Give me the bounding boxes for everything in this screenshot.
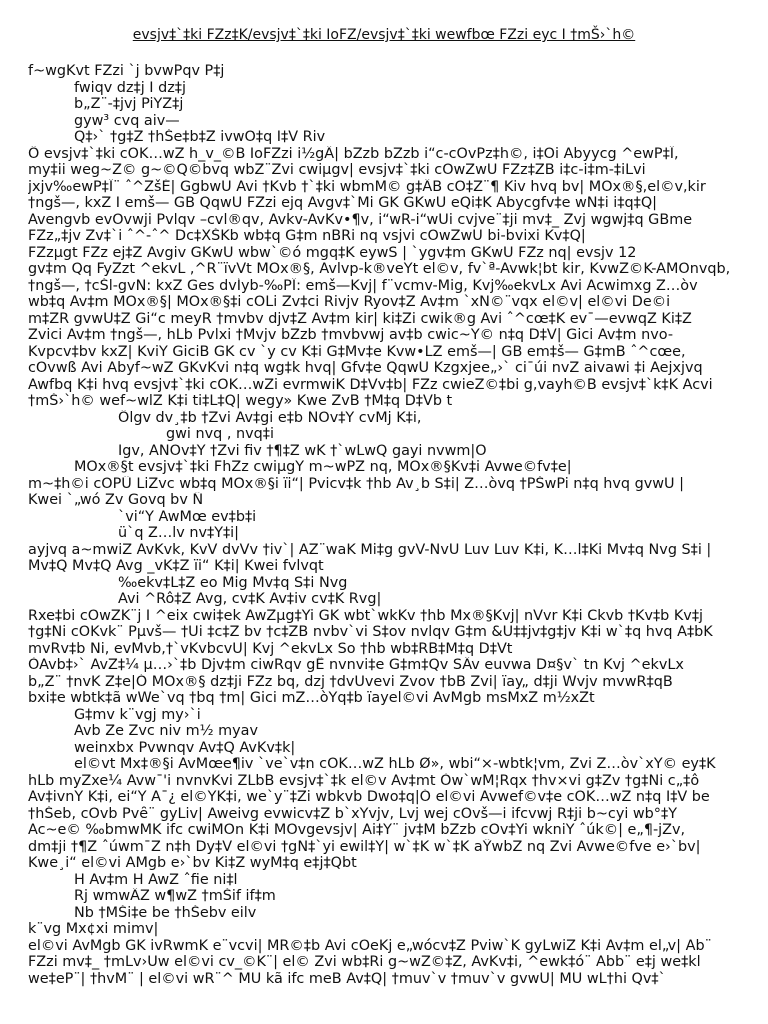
text-line: b„Z¨-‡jvj PiYZ‡j: [74, 96, 184, 112]
text-line: jxjv‰ewP‡Î¨ ˆ^ZšÉ| GgbwU Avi †Kvb †`‡ki wbmM© g‡ÂB cÖ‡Z¨¶ Kiv hvq bv| MÖx®§,el©v,kir: [28, 178, 706, 195]
text-line: Mv‡Q Mv‡Q Avg _vK‡Z ïi“ K‡i| Kwei fvlvqt: [28, 558, 324, 574]
document-title: evsjv‡`‡ki FZz‡K/evsjv‡`‡ki IoFZ/evsjv‡`‡ki wewfbœ FZzi eyc I †mŠ›`h©: [132, 27, 636, 43]
text-line: my‡ii weg~Z© g~©Q©bvq wbZ¨Zvi cwiµgv| evsjv‡`‡ki cÖwZwU FZz‡ZB i‡c-i‡m-‡iLvi: [28, 162, 646, 178]
text-line: fwiqv dz‡j I dz‡j: [74, 79, 186, 96]
text-line: gyw³ cvq aiv—: [74, 112, 180, 129]
text-line: Zvici Av‡m †ngš—, hLb Pvlxi †Mvjv bZzb †mvbvwj av‡b cwic~Y© n‡q D‡V| Gici Av‡m nvo-: [28, 327, 674, 343]
text-line: Rj wmwÂZ w¶wZ †mŠif if‡m: [74, 888, 276, 904]
text-line: m~‡h©i cÖPÛ LiZvc wb‡q MÖx®§i ïi“| Pvicv‡k †hb Av¸b S‡i| Z…òvq †PŠwPi n‡q hvq gvwU |: [28, 475, 685, 492]
text-line: FZz„‡jv Zv‡`i ˆ^-ˆ^ Dc‡XŠKb wb‡q G‡m nBRi nq vsjvi cÖwZwU bi-bvixi Kv‡Q|: [28, 228, 586, 244]
text-line: Kwei `„wó Zv Govq bv Ñ: [28, 492, 204, 508]
text-line: Avi ^Rô‡Z Avg, cv‡K Av‡iv cv‡K Rvg|: [118, 591, 382, 607]
text-line: b„Z¨ †nvK Z‡e|Ó MÖx®§ dz‡ji FZz bq, dzj †dvUvevi Zvov †bB Zvi| ïay„ d‡ji Wvjv mvwR‡qB: [28, 673, 673, 690]
text-line: el©vt Mx‡®§i AvMœe¶iv `ve`v‡n cÖK…wZ hLb Ø», wbi“×-wbtk¦vm, Zvi Z…òv`xY© ey‡K: [74, 756, 716, 772]
text-line: Ôlgv dv¸‡b †Zvi Av‡gi e‡b NÖv‡Y cvMj K‡i,: [118, 409, 422, 426]
text-line: †g‡Ni cÖKvk¨ Pµvš— †Ui ‡c‡Z bv †c‡ZB nvbv`vi S‡ov nvlqv G‡m &U‡‡jv‡g‡jv K‡i w`‡q hvq A‡bK: [28, 624, 713, 640]
text-line: Ac~e© ‰bmwMK ifc cwiMÖn K‡i MÖvgevsjv| Ai‡Y¨ jv‡M bZzb cÖv‡Yi wkniY ˆúk©| e„¶-jZv,: [28, 822, 686, 838]
text-line: Igv, ANÖv‡Y †Zvi fiv †¶‡Z wK †`wLwQ gayi nvwm|Õ: [118, 442, 487, 459]
text-line: Awfbq K‡i hvq evsjv‡`‡ki cÖK…wZi evrmwiK D‡Vv‡b| FZz cwieZ©‡bi g,vayh©B evsjv‡`k‡K Acvi: [28, 376, 713, 393]
text-line: k¨vg Mx¢xi mimv|: [28, 921, 159, 937]
text-line: †hŠeb, cÖvb Pvȇ¨ gyLiv| Aweivg evwicv‡Z b`xYvjv, Lvj wej cÖvš—i ifcvwj R‡ji b~cyi wb°‡Y: [28, 805, 677, 822]
text-line: `vi“Y AwMœ ev‡b‡i: [118, 508, 257, 525]
text-line: †ngš—, †cŠl-gvN: kxZ Ges dvÍyb-‰PÎ: emš—Kvj| f¨vcmv-Mig, Kvj‰ekvLx Avi Acwimxg Z…òv: [28, 277, 698, 294]
text-line: Q‡›` †g‡Z †hŠe‡b‡Z ivwO‡q I‡V Riv: [74, 129, 326, 145]
text-line: gwi nvq , nvq‡i: [166, 426, 274, 442]
text-line: H Av‡m H AwZ ˆfie ni‡l: [74, 871, 238, 888]
text-line: †ngš—, kxZ I emš— GB QqwU FZzi ejq Avgv‡`Mi GK GKwU eQi‡K Abycgfv‡e wN‡i i‡q‡Q|: [28, 195, 657, 211]
text-line: Av‡ivnY K‡i, ei“Y A¯¿ el©YK‡i, we`y¨‡Zi wbkvb Dwo‡q|Ó el©vi Avwef©v‡e cÖK…wZ n‡q I‡V be: [28, 789, 710, 805]
text-line: f~wgKvt FZzi `j bvwPqv P‡j: [28, 63, 225, 79]
text-line: Rxe‡bi cÖwZK¨j I ^eix cwi‡ek AwZµg‡Yi GK wbt`wkKv †hb Mx®§Kvj| nVvr K‡i Ckvb †Kv‡b Kv‡j: [28, 607, 704, 624]
text-line: ‰ekv‡L‡Z eo Mig Mv‡q S‡i Nvg: [118, 574, 348, 591]
text-line: G‡mv k¨vgj my›`i: [74, 706, 201, 723]
text-line: gv‡m Qq FyZzt ^ekvL ,^R¨ïvVt MÖx®§, Avlvp-k®veYt el©v, fv`ª-Avwk¦bt kir, KvwZ©K-AMÖnvqb,: [28, 261, 731, 277]
text-line: dm‡ji †¶Z ˆúwm¯Z n‡h Dy‡V el©vi †gN‡`yi ewil‡Y| w`‡K w`‡K aŸwbZ nq Zvi Avwe©fve e›`bv|: [28, 838, 701, 855]
text-line: Kvpcv‡bv kxZ| KviY GiciB GK cv `y cv K‡i G‡Mv‡e Kvw•LZ emš—| GB em‡š— G‡mB ˆ^cœe,: [28, 343, 686, 360]
text-line: MÖx®§t evsjv‡`‡ki FhZz cwiµgY m~wPZ nq, MÖx®§Kv‡i Avwe©fv‡e|: [74, 459, 572, 475]
text-line: weinxbx Pvwnqv Av‡Q AvKv‡k|: [74, 739, 296, 756]
text-line: hLb myZxe¼ Avw¯'i nvnvKvi ZLbB evsjv‡`‡k el©v Av‡mt Òw`wM¦Rqx †hv×vi g‡Zv †g‡Ni c„‡ô: [28, 772, 700, 789]
text-line: †mŠ›`h© wef~wlZ K‡i ti‡L‡Q| wegy» Kwe ZvB †M‡q D‡Vb t: [28, 393, 453, 409]
text-line: we‡eP¨| †hvM¨ | el©vi wR¨^ MÜ kã ifc meB Av‡Q| †muv`v †muv`v gvwU| MÜ wL†hi Qv‡`: [28, 970, 666, 987]
text-line: ayjvq a~mwiZ AvKvk, KvV dvVv †iv`| AZ¨waK Mi‡g gvV-NvU Luv Luv K‡i, K…l‡Ki Mv‡q Nvg S‡i |: [28, 541, 712, 558]
text-line: ÒAvb‡›` AvZ‡¼ µ…›`‡b Djv‡m ciwRqv gË nvnvi‡e G‡m‡Qv SÂv euvwa D¤§v` tn Kvj ^ekvLx: [28, 657, 684, 673]
text-line: m‡ZR gvwU‡Z Gi“c meyR †mvbv djv‡Z Av‡m kir| ki‡Zi cwik®g Avi ˆ^cœ‡K ev¯—evwqZ Ki‡Z: [28, 310, 692, 327]
text-line: Avb Ze Zvc niv m½ myav: [74, 723, 258, 739]
text-line: wb‡q Av‡m MÖx®§| MÖx®§‡i cÖLi Zv‡ci Rivjv Ryov‡Z Av‡m `xN©¨vqx el©v| el©vi De©i: [28, 294, 671, 310]
text-line: Ô evsjv‡`‡ki cÖK…wZ h_v_©B IoFZzi i½gÂ| bZzb bZzb i“c-cÖvPz‡h©, i‡Oi Abyycg ^ewP‡Î,: [28, 145, 679, 162]
text-line: FZzi mv‡_ †mLv›Uw el©vi cv_©K¨| el© Zvi wb‡Ri g~wZ©‡Z, AvKv‡i, ^ewk‡ó¨ Abb¨ e‡j we‡kl: [28, 954, 701, 970]
text-line: bxi‡e wbtk‡ã wWe`vq †bq †m| Gici mZ…òYq‡b ïayel©vi AvMgb msMxZ m½xZt: [28, 690, 595, 706]
text-line: Kwe¸i“ el©vi AMgb e›`bv Ki‡Z wyM‡q e‡j‡Qbt: [28, 855, 357, 871]
document-body: [28, 63, 742, 987]
text-line: ü`q Z…lv nv‡Y‡i|: [118, 525, 240, 541]
text-line: mvRv‡b Ni, evMvb,†`vKvbcvU| Kvj ^ekvLx So †hb wb‡RB‡M‡q D‡Vt: [28, 640, 513, 657]
text-line: el©vi AvMgb GK ivRwmK e¨vcvi| MR©‡b Avi cÖeKj e„wócv‡Z Pviw`K gyLwiZ K‡i Av‡m el„v| Ab¨: [28, 937, 712, 954]
text-line: FZzµgt FZz ej‡Z Avgiv GKwU wbw`©ó mgq‡K eywS | `ygv‡m GKwU FZz nq| evsjv 12: [28, 244, 637, 261]
text-line: Avengvb evOvwji Pvlqv –cvl®qv, Avkv-AvKv•¶v, i“wR-i“wUi cvjve¨‡ji mv‡_ Zvj wgwj‡q GBme: [28, 211, 693, 228]
text-line: Nb †MŠi‡e be †hŠebv eilv: [74, 904, 257, 921]
text-line: cÖvwß Avi Abyf~wZ GKvKvi n‡q wg‡k hvq| Gfv‡e QqwU Kzgxjee„›` ci¯úi nvZ aivawi ‡i Aejxjvq: [28, 360, 703, 376]
